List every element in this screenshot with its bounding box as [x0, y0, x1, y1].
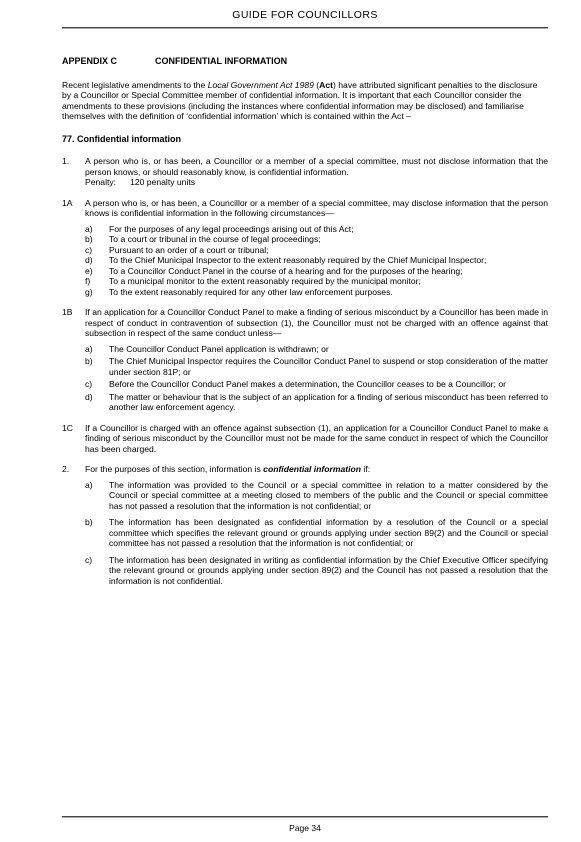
paragraph-number: 1. [62, 156, 70, 166]
item-text: To a court or tribunal in the course of legal proceedings; [109, 234, 321, 244]
paragraph-number: 2. [62, 464, 70, 474]
item-text: Pursuant to an order of a court or tribunal; [109, 244, 269, 255]
subparagraph-list [85, 480, 548, 587]
item-label: e) [85, 265, 93, 276]
penalty-value: 120 penalty units [130, 177, 196, 187]
list-item [85, 344, 548, 355]
item-text: To the extent reasonably required for any other law enforcement purposes. [109, 286, 393, 297]
paragraph-1c [62, 423, 548, 455]
subparagraph-list [85, 344, 548, 413]
page-number: Page 34 [289, 823, 321, 833]
item-label: d) [85, 391, 93, 402]
appendix-title: CONFIDENTIAL INFORMATION [155, 56, 288, 66]
paragraph-number: 1C [62, 422, 73, 433]
appendix-heading [62, 56, 548, 67]
item-text: To the Chief Municipal Inspector to the extent reasonably required by the Chief Municipal Inspector; [109, 255, 487, 265]
penalty-label: Penalty: [85, 177, 117, 187]
footer-rule [62, 816, 548, 818]
item-text: For the purposes of any legal proceedings arising out of this Act; [109, 223, 354, 234]
list-item [85, 379, 548, 390]
item-label: b) [85, 517, 93, 527]
list-item [85, 392, 548, 413]
list-item [85, 356, 548, 377]
act-name: Local Government Act 1989 [207, 79, 314, 90]
list-item [85, 266, 548, 277]
paragraph-1b [62, 307, 548, 413]
list-item [85, 255, 548, 266]
intro-text-start: Recent legislative amendments to the [62, 79, 208, 90]
paragraph-1a [62, 198, 548, 298]
paragraph-text: If a Councillor is charged with an offence against subsection (1), an application for a Councillor Conduct Panel to make a finding of serious misconduct by the Councillor must not be made for the same conduct in respect of which the Councillor has been charged. [85, 422, 548, 454]
section-title: 77. Confidential information [62, 133, 182, 144]
paragraph-number: 1B [62, 307, 73, 317]
paragraph-text: A person who is, or has been, a Councillor or a member of a special committee, must not disclose information that the person knows, or should reasonably know, is confidential information. [85, 156, 548, 177]
item-label: c) [85, 244, 93, 255]
intro-paragraph [62, 80, 548, 122]
paragraph-text [85, 464, 548, 475]
paragraph-number: 1A [62, 197, 73, 208]
intro-paren: ( [313, 79, 320, 90]
item-label: g) [85, 286, 93, 297]
item-label: f) [85, 276, 91, 286]
item-text: The matter or behaviour that is the subject of an application for a finding of serious misconduct has been referred to another law enforcement agency. [109, 391, 548, 412]
item-text: The Councillor Conduct Panel application is withdrawn; or [109, 343, 329, 354]
item-label: c) [85, 554, 93, 565]
act-abbreviation: Act [319, 79, 334, 90]
paragraph-text-start: For the purposes of this section, information is [85, 464, 264, 474]
penalty-line [85, 177, 548, 188]
item-label: b) [85, 356, 93, 366]
item-label: a) [85, 479, 93, 490]
item-label: d) [85, 255, 93, 265]
item-label: c) [85, 379, 93, 389]
item-text: Before the Councillor Conduct Panel makes a determination, the Councillor ceases to be a Councillor; or [109, 379, 506, 389]
list-item [85, 517, 548, 549]
document-body [62, 56, 548, 592]
item-text: To a Councillor Conduct Panel in the course of a hearing and for the purposes of the hearing; [109, 265, 463, 276]
list-item [85, 276, 548, 287]
list-item [85, 287, 548, 298]
appendix-label: APPENDIX C [62, 56, 118, 66]
intro-text-end: ) have attributed significant penalties to the disclosure by a Councillor or Special Committee member of confidential information. It is important that each Councillor consider the amendments to these provisions (including the instances where confidential information may be disclosed) and familiarise themselves with the definition of ‘confidential information’ which is contained within the Act – [62, 79, 538, 121]
paragraph-1 [62, 156, 548, 188]
paragraph-text: A person who is, or has been, a Councillor or a member of a special committee, may disclose information that the person knows is confidential information in the following circumstances— [85, 197, 548, 218]
header-rule [62, 27, 548, 29]
item-text: The information was provided to the Council or a special committee in relation to a matter considered by the Council or special committee at a meeting closed to members of the public and the Council or special committee has not passed a resolution that the information is not confidential; or [109, 479, 548, 511]
item-text: The information has been designated in writing as confidential information by the Chief Executive Officer specifying the relevant ground or grounds applying under section 89(2) and the Council has not passed a resolution that the information is not confidential. [109, 554, 548, 586]
list-item [85, 245, 548, 256]
paragraph-text-end: if: [361, 464, 371, 474]
list-item [85, 555, 548, 587]
item-text: The information has been designated as confidential information by a resolution of the Council or a special committee which specifies the relevant ground or grounds applying under section 89(2) and the Council or special committee has not passed a resolution that the information is not confidential; or [109, 517, 548, 548]
list-item [85, 224, 548, 235]
item-text: The Chief Municipal Inspector requires the Councillor Conduct Panel to suspend or stop consideration of the matter under section 81P; or [109, 356, 548, 377]
subparagraph-list [85, 224, 548, 298]
defined-term: confidential information [263, 464, 362, 474]
list-item [85, 234, 548, 245]
page-header: GUIDE FOR COUNCILLORS [232, 9, 378, 21]
item-label: a) [85, 223, 93, 234]
paragraph-text: If an application for a Councillor Conduct Panel to make a finding of serious misconduct by a Councillor has been made in respect of conduct in contravention of subsection (1), the Councillor must not be charged with an offence against that subsection in respect of the same conduct unless— [85, 307, 548, 338]
paragraph-2 [62, 464, 548, 586]
item-label: a) [85, 343, 93, 354]
item-label: b) [85, 234, 93, 244]
list-item [85, 480, 548, 512]
item-text: To a municipal monitor to the extent reasonably required by the municipal monitor; [109, 276, 421, 286]
